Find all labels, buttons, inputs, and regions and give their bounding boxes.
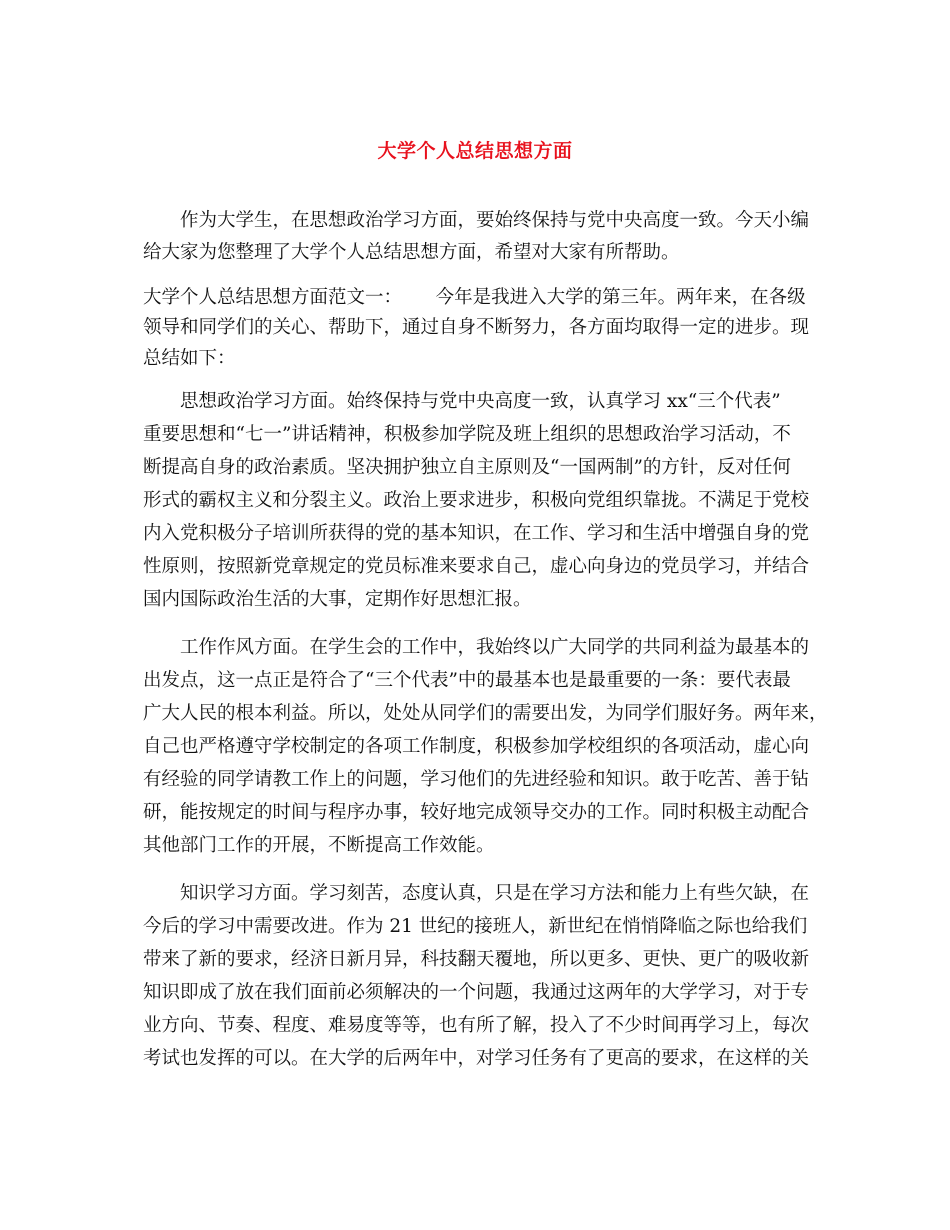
paragraph-line: 自己也严格遵守学校制定的各项工作制度，积极参加学校组织的各项活动，虚心向: [143, 736, 810, 757]
paragraph-line: 知识即成了放在我们面前必须解决的一个问题，我通过这两年的大学学习，对于专: [143, 982, 810, 1003]
paragraph-line: 研，能按规定的时间与程序办事，较好地完成领导交办的工作。同时积极主动配合: [143, 802, 810, 823]
paragraph-line: 大学个人总结思想方面范文一： 今年是我进入大学的第三年。两年来，在各级: [143, 287, 806, 308]
paragraph-line: 给大家为您整理了大学个人总结思想方面，希望对大家有所帮助。: [143, 242, 680, 263]
paragraph-line: 有经验的同学请教工作上的问题，学习他们的先进经验和知识。敢于吃苦、善于钻: [143, 769, 810, 790]
paragraph-line: 性原则，按照新党章规定的党员标准来要求自己，虚心向身边的党员学习，并结合: [143, 556, 810, 577]
paragraph-line: 总结如下：: [143, 348, 236, 369]
paragraph-line: 出发点，这一点正是符合了“三个代表”中的最基本也是最重要的一条：要代表最: [143, 670, 791, 691]
paragraph-line: 工作作风方面。在学生会的工作中，我始终以广大同学的共同利益为最基本的: [180, 637, 810, 658]
paragraph-line: 国内国际政治生活的大事，定期作好思想汇报。: [143, 589, 532, 610]
paragraph-line: 考试也发挥的可以。在大学的后两年中，对学习任务有了更高的要求，在这样的关: [143, 1048, 810, 1069]
paragraph-line: 作为大学生，在思想政治学习方面，要始终保持与党中央高度一致。今天小编: [180, 210, 810, 231]
paragraph-line: 领导和同学们的关心、帮助下，通过自身不断努力，各方面均取得一定的进步。现: [143, 317, 810, 338]
paragraph-line: 重要思想和“七一”讲话精神，积极参加学院及班上组织的思想政治学习活动，不: [143, 424, 791, 445]
paragraph-line: 业方向、节奏、程度、难易度等等，也有所了解，投入了不少时间再学习上，每次: [143, 1015, 810, 1036]
paragraph-line: 形式的霸权主义和分裂主义。政治上要求进步，积极向党组织靠拢。不满足于党校: [143, 490, 810, 511]
paragraph-line: 带来了新的要求，经济日新月异，科技翻天覆地，所以更多、更快、更广的吸收新: [143, 949, 810, 970]
document-title: 大学个人总结思想方面: [377, 140, 573, 162]
paragraph-line: 其他部门工作的开展，不断提高工作效能。: [143, 835, 495, 856]
paragraph-line: 内入党积极分子培训所获得的党的基本知识，在工作、学习和生活中增强自身的党: [143, 523, 810, 544]
paragraph-line: 思想政治学习方面。始终保持与党中央高度一致，认真学习 xx“三个代表”: [180, 391, 781, 412]
paragraph-line: 今后的学习中需要改进。作为 21 世纪的接班人，新世纪在悄悄降临之际也给我们: [143, 916, 808, 937]
paragraph-line: 广大人民的根本利益。所以，处处从同学们的需要出发，为同学们服好务。两年来，: [143, 703, 828, 724]
paragraph-line: 知识学习方面。学习刻苦，态度认真，只是在学习方法和能力上有些欠缺，在: [180, 883, 810, 904]
paragraph-line: 断提高自身的政治素质。坚决拥护独立自主原则及“一国两制”的方针，反对任何: [143, 457, 791, 478]
